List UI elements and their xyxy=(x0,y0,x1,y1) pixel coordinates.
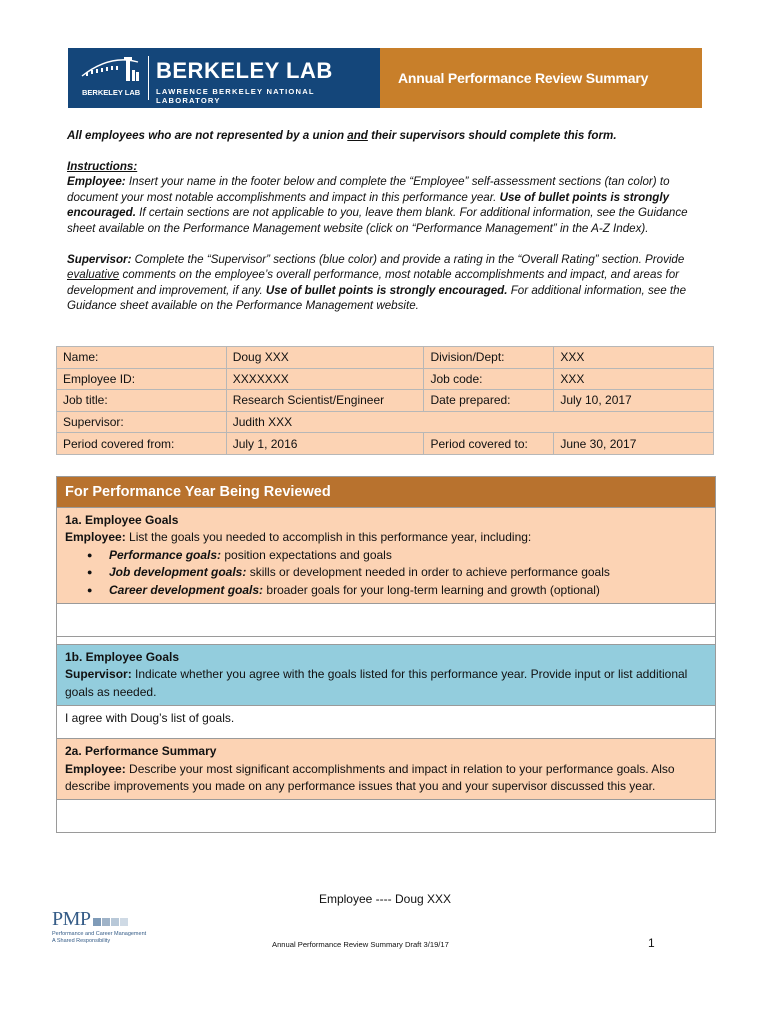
division-value[interactable]: XXX xyxy=(554,347,714,369)
period-from-label: Period covered from: xyxy=(57,433,227,455)
employee-id-value[interactable]: XXXXXXX xyxy=(226,368,424,390)
period-to-value[interactable]: June 30, 2017 xyxy=(554,433,714,455)
pmp-logo xyxy=(52,908,146,945)
section-1a-title: 1a. Employee Goals xyxy=(65,513,179,527)
pmp-subtitle-1: Performance and Career Management xyxy=(52,931,147,937)
section-2a-prompt xyxy=(57,738,715,799)
section-2a-instructions: Employee: Describe your most significant accomplishments and impact in relation to your performance goals. Also describe improvements you made on any performance issues that you and your supervisor discussed this year. xyxy=(65,761,675,794)
pmp-blocks-icon xyxy=(93,918,128,926)
lab-building-icon xyxy=(80,54,142,86)
intro-line1: All employees who are not represented by a union and their supervisors should complete this form. xyxy=(67,129,617,142)
date-prepared-label: Date prepared: xyxy=(424,390,554,412)
job-code-label: Job code: xyxy=(424,368,554,390)
draft-label: Annual Performance Review Summary Draft 3/19/17 xyxy=(272,940,449,949)
section-1b-title: 1b. Employee Goals xyxy=(65,650,180,665)
date-prepared-value[interactable]: July 10, 2017 xyxy=(554,390,714,412)
division-label: Division/Dept: xyxy=(424,347,554,369)
supervisor-label: Supervisor: xyxy=(57,411,227,433)
instructions-label: Instructions: xyxy=(67,159,138,173)
form-title: Annual Performance Review Summary xyxy=(398,70,649,86)
header-banner xyxy=(68,48,702,108)
supervisor-instructions: Supervisor: Complete the “Supervisor” sections (blue color) and provide a rating in the “Overall Rating” section. Provide evaluative comments on the employee’s overall performance, most notable accomplishments and impact, and areas for development and improvement, if any. Use of bullet points is strongly encouraged. For additional information, see the Guidance sheet available on the Performance Management website. xyxy=(67,252,687,313)
section-1b-instructions: Supervisor: Indicate whether you agree with the goals listed for this performance year. Provide input or list additional goals as needed. xyxy=(65,667,688,699)
job-title-label: Job title: xyxy=(57,390,227,412)
lab-small-text: BERKELEY LAB xyxy=(82,88,141,97)
pmp-logo-text: PMP xyxy=(52,908,91,930)
employee-info-table xyxy=(56,346,714,455)
job-title-value[interactable]: Research Scientist/Engineer xyxy=(226,390,424,412)
section-2a-title: 2a. Performance Summary xyxy=(65,744,217,759)
name-value[interactable]: Doug XXX xyxy=(226,347,424,369)
job-code-value[interactable]: XXX xyxy=(554,368,714,390)
name-label: Name: xyxy=(57,347,227,369)
intro-text xyxy=(67,128,707,314)
form-title-area xyxy=(380,48,702,108)
employee-instructions: Employee: Insert your name in the footer below and complete the “Employee” self-assessment sections (tan color) to document your most notable accomplishments and impact in this performance year. Use of bullet points is strongly encouraged. If certain sections are not applicable to you, leave them blank. For additional information, see the Guidance sheet available on the Performance Management website (click on “Performance Management” in the A-Z Index). xyxy=(67,175,688,235)
list-item: ● Job development goals: skills or development needed in order to achieve performance goals xyxy=(109,564,707,581)
list-item: ● Performance goals: position expectations and goals xyxy=(109,547,707,564)
list-item: ● Career development goals: broader goals for your long-term learning and growth (optional) xyxy=(109,582,707,599)
employee-id-label: Employee ID: xyxy=(57,368,227,390)
section-spacer xyxy=(57,636,715,644)
section-1a-prompt xyxy=(57,507,715,603)
lab-name: BERKELEY LAB xyxy=(156,58,333,83)
lab-subtitle: LAWRENCE BERKELEY NATIONAL LABORATORY xyxy=(156,87,315,105)
section-1a-instructions: Employee: List the goals you needed to accomplish in this performance year, including: xyxy=(65,530,532,545)
period-to-label: Period covered to: xyxy=(424,433,554,455)
performance-heading: For Performance Year Being Reviewed xyxy=(57,477,715,507)
footer-employee-name: Employee ---- Doug XXX xyxy=(318,892,452,906)
pmp-subtitle-2: A Shared Responsibility xyxy=(52,938,111,944)
period-from-value[interactable]: July 1, 2016 xyxy=(226,433,424,455)
berkeley-lab-logo xyxy=(68,48,380,108)
supervisor-value[interactable]: Judith XXX xyxy=(226,411,713,433)
section-1a-answer[interactable] xyxy=(57,603,715,636)
section-1b-answer[interactable]: I agree with Doug’s list of goals. xyxy=(57,705,715,738)
logo-divider xyxy=(148,56,149,100)
page-number: 1 xyxy=(648,936,655,950)
goal-types-list xyxy=(65,547,707,599)
section-1b-prompt xyxy=(57,644,715,705)
section-2a-answer[interactable] xyxy=(57,799,715,832)
performance-section xyxy=(56,476,716,833)
